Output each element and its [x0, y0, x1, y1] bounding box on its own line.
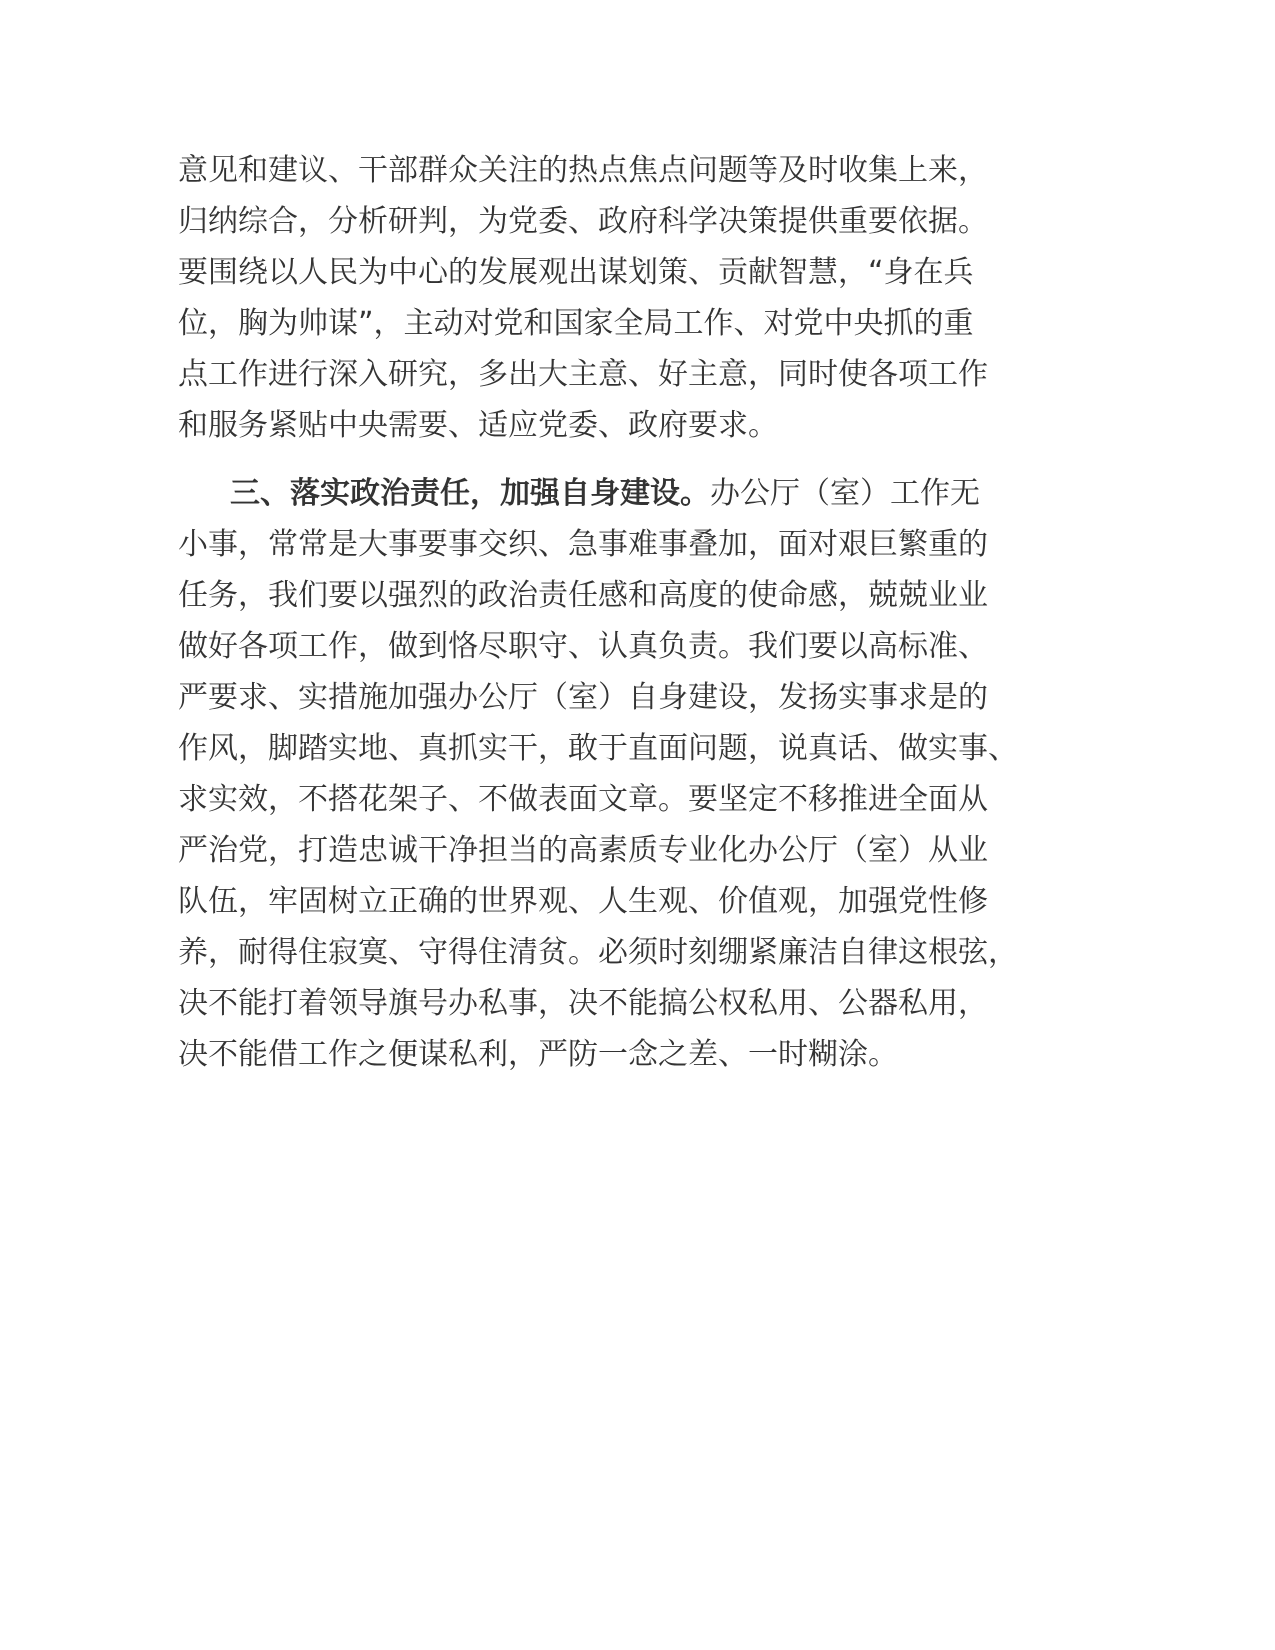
text-line: 严要求、实措施加强办公厅（室）自身建设，发扬实事求是的 — [178, 680, 988, 715]
paragraph-2 — [178, 468, 1063, 1080]
text-line: 位，胸为帅谋”，主动对党和国家全局工作、对党中央抓的重 — [178, 306, 974, 341]
text-line: 要围绕以人民为中心的发展观出谋划策、贡献智慧，“身在兵 — [178, 255, 974, 290]
text-line: 点工作进行深入研究，多出大主意、好主意，同时使各项工作 — [178, 357, 988, 392]
text-line: 队伍，牢固树立正确的世界观、人生观、价值观，加强党性修 — [178, 884, 988, 919]
heading-continuation: 办公厅（室）工作无 — [710, 476, 980, 511]
text-line: 决不能打着领导旗号办私事，决不能搞公权私用、公器私用， — [178, 986, 988, 1021]
text-line: 小事，常常是大事要事交织、急事难事叠加，面对艰巨繁重的 — [178, 527, 988, 562]
text-line: 作风，脚踏实地、真抓实干，敢于直面问题，说真话、做实事、 — [178, 731, 1018, 766]
text-line: 做好各项工作，做到恪尽职守、认真负责。我们要以高标准、 — [178, 629, 988, 664]
text-line: 任务，我们要以强烈的政治责任感和高度的使命感，兢兢业业 — [178, 578, 988, 613]
text-line: 求实效，不搭花架子、不做表面文章。要坚定不移推进全面从 — [178, 782, 988, 817]
text-line: 意见和建议、干部群众关注的热点焦点问题等及时收集上来， — [178, 153, 988, 188]
section-heading: 三、落实政治责任，加强自身建设。 — [230, 476, 710, 511]
text-line: 和服务紧贴中央需要、适应党委、政府要求。 — [178, 408, 778, 443]
paragraph-spacing — [178, 451, 1063, 468]
text-line: 养，耐得住寂寞、守得住清贫。必须时刻绷紧廉洁自律这根弦， — [178, 935, 1018, 970]
text-line-first — [178, 468, 1063, 519]
text-line: 严治党，打造忠诚干净担当的高素质专业化办公厅（室）从业 — [178, 833, 988, 868]
text-line: 决不能借工作之便谋私利，严防一念之差、一时糊涂。 — [178, 1037, 898, 1072]
document-page — [178, 145, 1063, 1080]
paragraph-1 — [178, 145, 1063, 451]
text-line: 归纳综合，分析研判，为党委、政府科学决策提供重要依据。 — [178, 204, 988, 239]
